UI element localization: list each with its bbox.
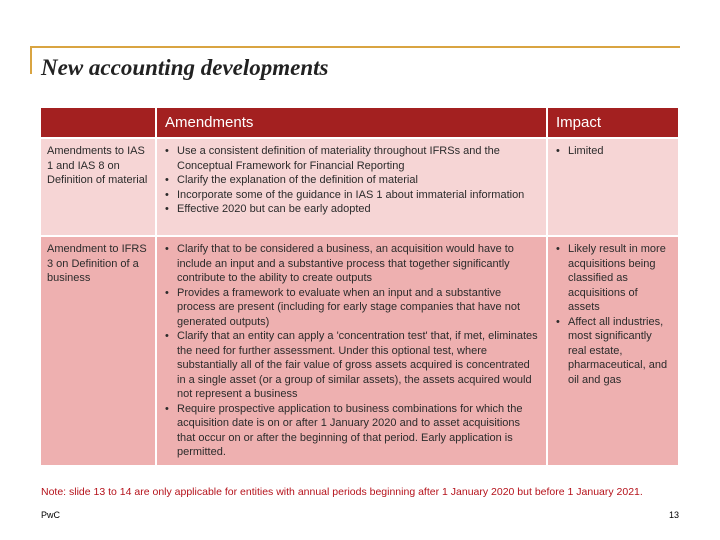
header-amendments: Amendments — [156, 108, 547, 138]
header-impact: Impact — [547, 108, 678, 138]
title-accent-line — [30, 46, 680, 48]
list-item: • Limited — [554, 144, 672, 159]
slide-title: New accounting developments — [41, 55, 329, 80]
list-item: • Clarify that an entity can apply a 'concentration test' that, if met, eliminates the need for further assessment. Under this optional test, where substantially all of the fair value of gross assets acquired is concentrated in a single asset (or a group of similar assets), the assets acquired would not represent a business — [163, 329, 540, 402]
list-item: • Use a consistent definition of materiality throughout IFRSs and the Conceptual Framework for Financial Reporting — [163, 144, 540, 173]
table-row — [41, 138, 678, 236]
row-amendments — [156, 138, 547, 236]
row-amendments — [156, 236, 547, 465]
row-topic: Amendment to IFRS 3 on Definition of a business — [41, 236, 156, 465]
table-row — [41, 236, 678, 465]
row-impact — [547, 236, 678, 465]
header-topic — [41, 108, 156, 138]
list-item: • Clarify the explanation of the definition of material — [163, 173, 540, 188]
title-accent-vertical — [30, 46, 32, 74]
row-topic: Amendments to IAS 1 and IAS 8 on Definition of material — [41, 138, 156, 236]
table-header-row — [41, 108, 678, 138]
page-number: 13 — [668, 510, 679, 520]
footer-brand: PwC — [41, 510, 61, 520]
developments-table — [41, 108, 678, 465]
list-item: • Affect all industries, most significantly real estate, pharmaceutical, and oil and gas — [554, 315, 672, 388]
list-item: • Effective 2020 but can be early adopted — [163, 202, 540, 217]
row-impact — [547, 138, 678, 236]
list-item: • Clarify that to be considered a business, an acquisition would have to include an input and a substantive process that together significantly contribute to the ability to create outputs — [163, 242, 540, 286]
footnote: Note: slide 13 to 14 are only applicable for entities with annual periods beginning after 1 January 2020 but before 1 January 2021. — [41, 486, 643, 498]
list-item: • Incorporate some of the guidance in IAS 1 about immaterial information — [163, 188, 540, 203]
list-item: • Provides a framework to evaluate when an input and a substantive process are present (including for early stage companies that have not generated outputs) — [163, 286, 540, 330]
list-item: • Likely result in more acquisitions being classified as acquisitions of assets — [554, 242, 672, 315]
list-item: • Require prospective application to business combinations for which the acquisition date is on or after 1 January 2020 and to asset acquisitions that occur on or after the beginning of that period. Early application is permitted. — [163, 402, 540, 460]
